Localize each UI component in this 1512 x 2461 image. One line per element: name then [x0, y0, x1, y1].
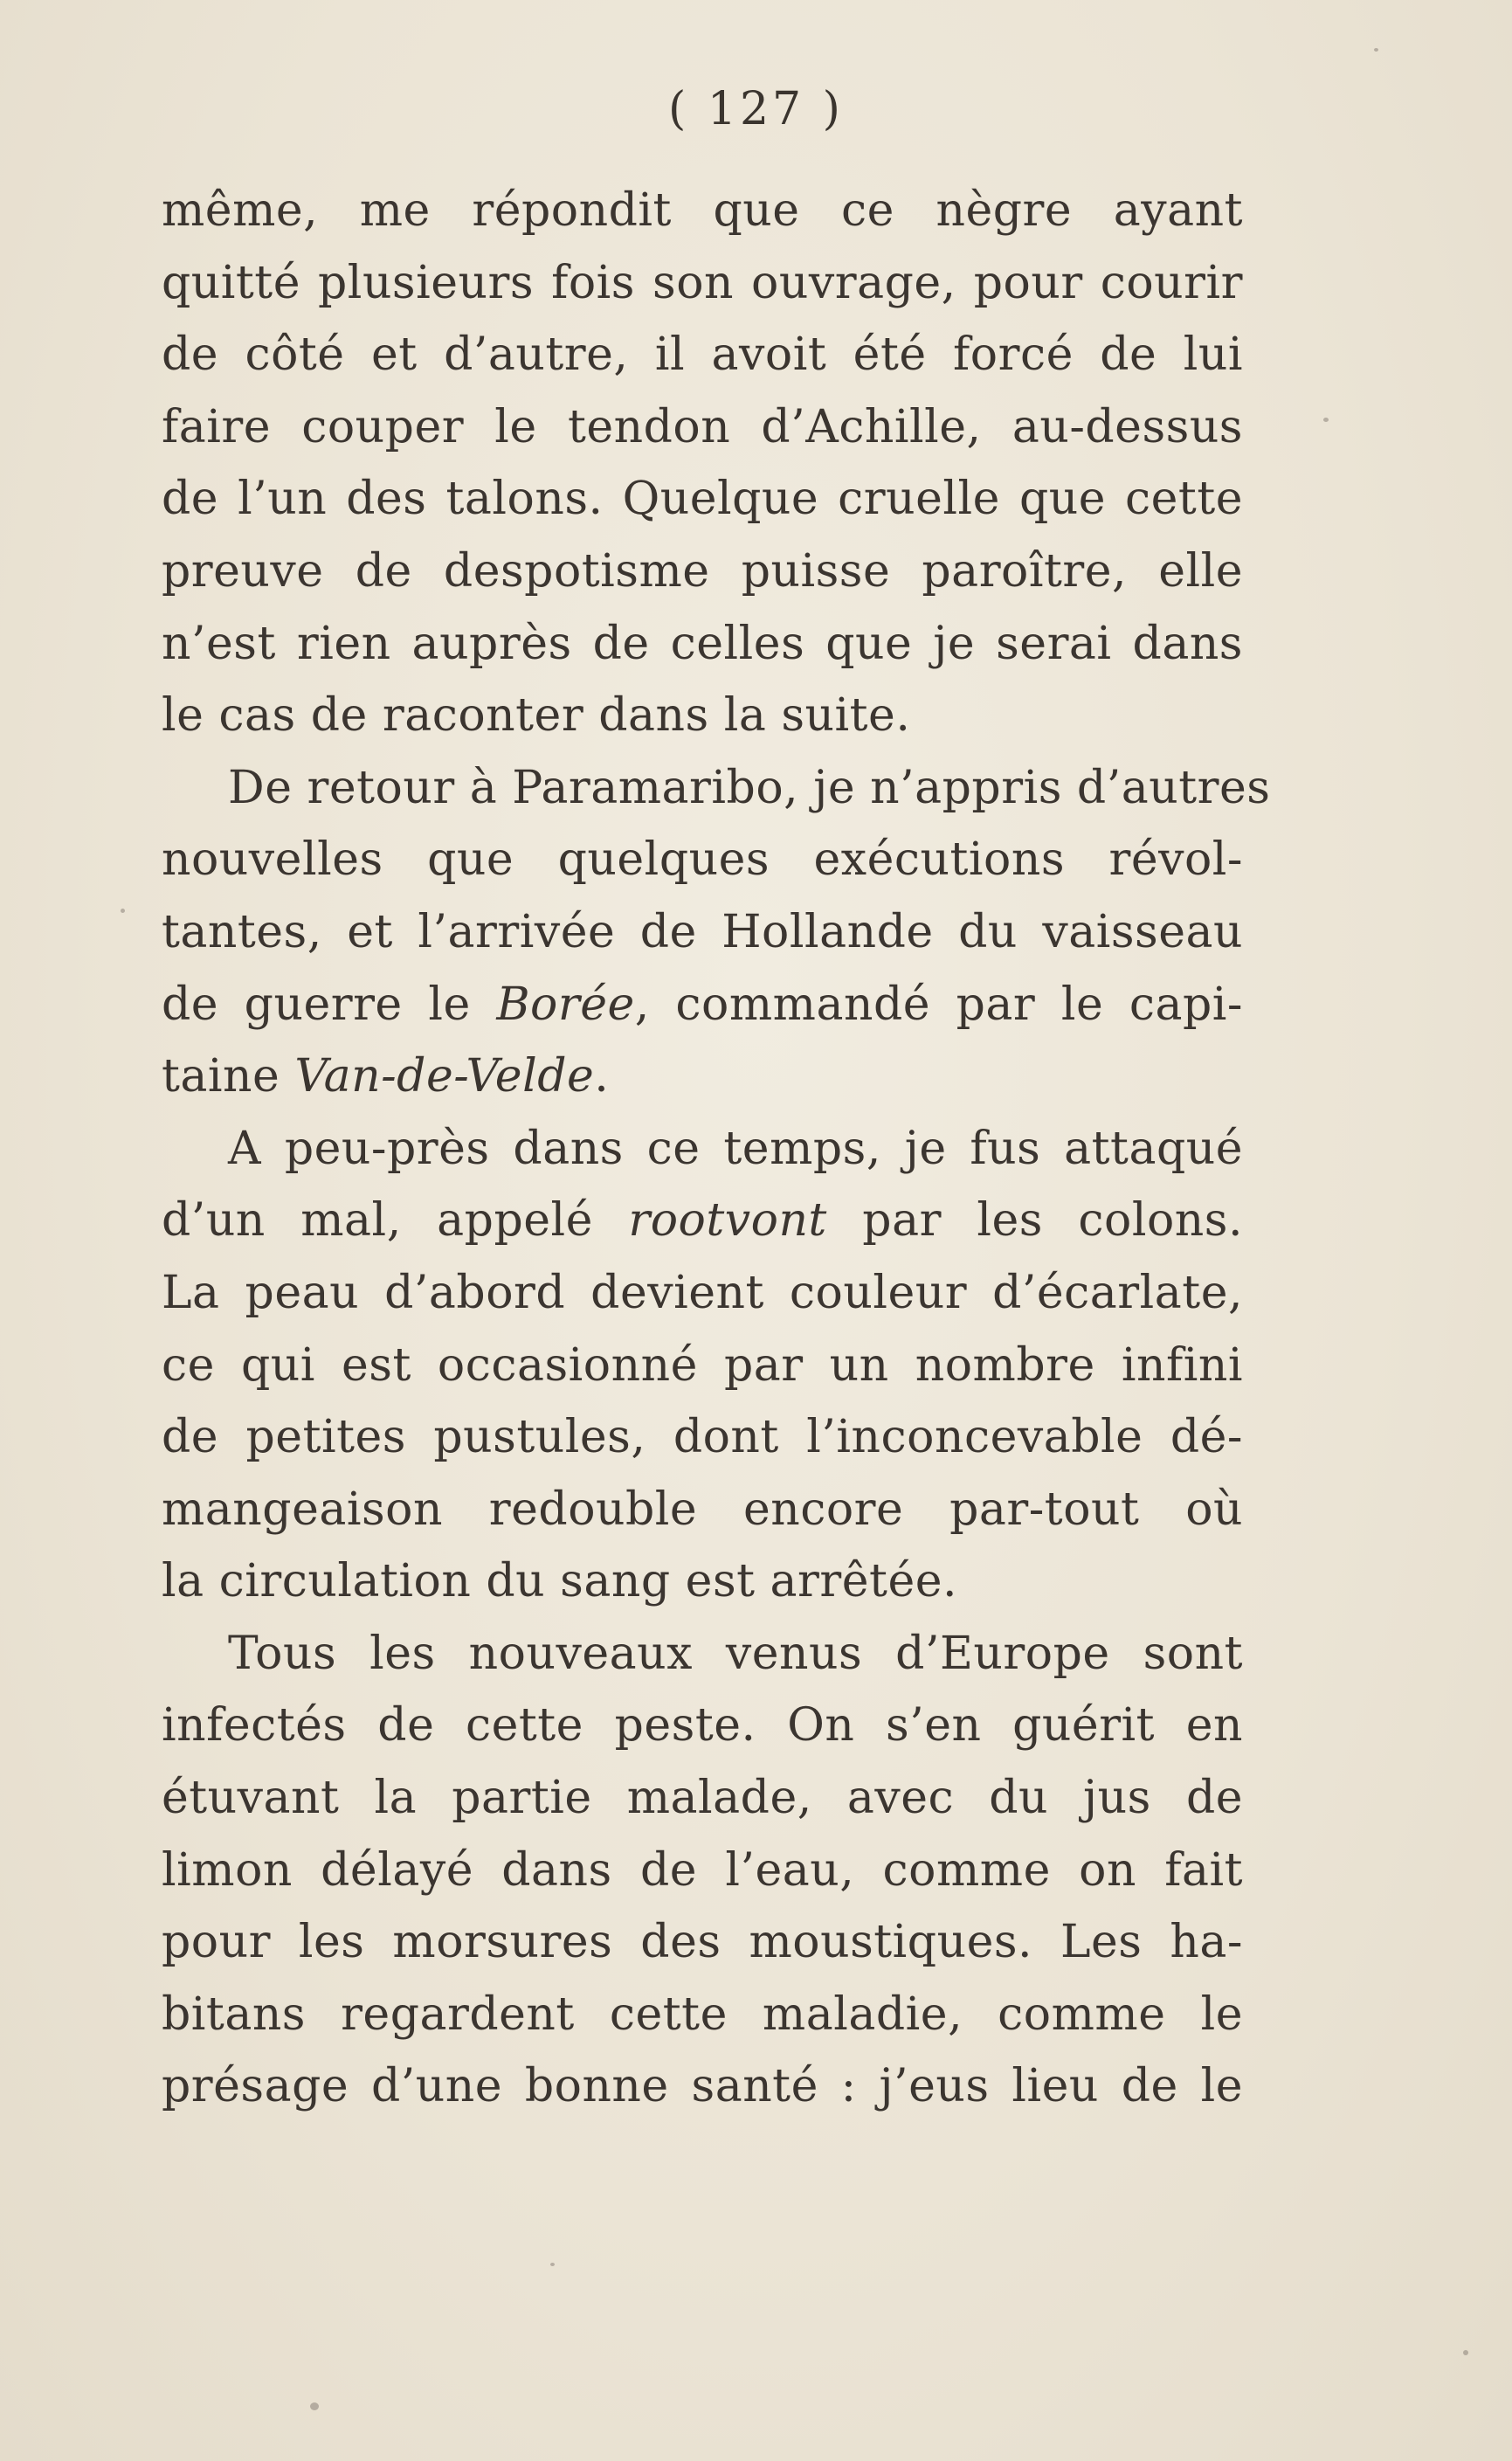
italic-term: Borée [496, 978, 635, 1031]
text-line: La peau d’abord devient couleur d’écarlate, [162, 1266, 1243, 1319]
paper-speck [121, 909, 125, 913]
text-line: De retour à Paramaribo, je n’appris d’autres [228, 761, 1271, 814]
italic-term: rootvont [628, 1194, 827, 1248]
text-line: ce qui est occasionné par un nombre infini [162, 1338, 1243, 1392]
text-line: de l’un des talons. Quelque cruelle que cette [162, 473, 1243, 526]
text-line: la circulation du sang est arrêtée. [162, 1555, 958, 1608]
text-line: Tous les nouveaux venus d’Europe sont [228, 1627, 1243, 1680]
text-line: de petites pustules, dont l’inconcevable dé- [162, 1411, 1243, 1464]
text-line: le cas de raconter dans la suite. [162, 689, 911, 743]
text-line: infectés de cette peste. On s’en guérit en [162, 1699, 1243, 1752]
text-line: bitans regardent cette maladie, comme le [162, 1987, 1243, 2041]
text-line: présage d’une bonne santé : j’eus lieu de le [162, 2060, 1243, 2113]
paper-speck [310, 2402, 319, 2410]
text-line: pour les morsures des moustiques. Les ha- [162, 1916, 1243, 1969]
text-line: limon délayé dans de l’eau, comme on fait [162, 1843, 1243, 1897]
text-line: faire couper le tendon d’Achille, au-dessus [162, 400, 1243, 453]
page-number-header: ( 127 ) [668, 83, 844, 135]
text-line: même, me répondit que ce nègre ayant [162, 184, 1243, 237]
text-line: étuvant la partie malade, avec du jus de [162, 1772, 1243, 1825]
text-line: tantes, et l’arrivée de Hollande du vaisseau [162, 905, 1243, 958]
text-line: mangeaison redouble encore par-tout où [162, 1483, 1243, 1536]
paper-speck [1374, 48, 1378, 52]
text-line: A peu-près dans ce temps, je fus attaqué [228, 1122, 1243, 1175]
page-body-text [162, 175, 1271, 2123]
text-line: taine Van-de-Velde. [162, 1050, 610, 1103]
paper-speck [1323, 418, 1329, 422]
text-line: n’est rien auprès de celles que je serai dans [162, 617, 1243, 670]
text-line: de guerre le Borée, commandé par le capi- [162, 978, 1243, 1031]
text-line: preuve de despotisme puisse paroître, elle [162, 544, 1243, 598]
text-line: de côté et d’autre, il avoit été forcé de lui [162, 328, 1243, 382]
text-line: quitté plusieurs fois son ouvrage, pour courir [162, 256, 1243, 309]
paper-speck [1463, 2350, 1468, 2355]
text-line: nouvelles que quelques exécutions révol- [162, 833, 1243, 887]
italic-term: Van-de-Velde [294, 1050, 595, 1103]
text-line: d’un mal, appelé rootvont par les colons. [162, 1194, 1243, 1248]
paper-speck [550, 2263, 555, 2266]
